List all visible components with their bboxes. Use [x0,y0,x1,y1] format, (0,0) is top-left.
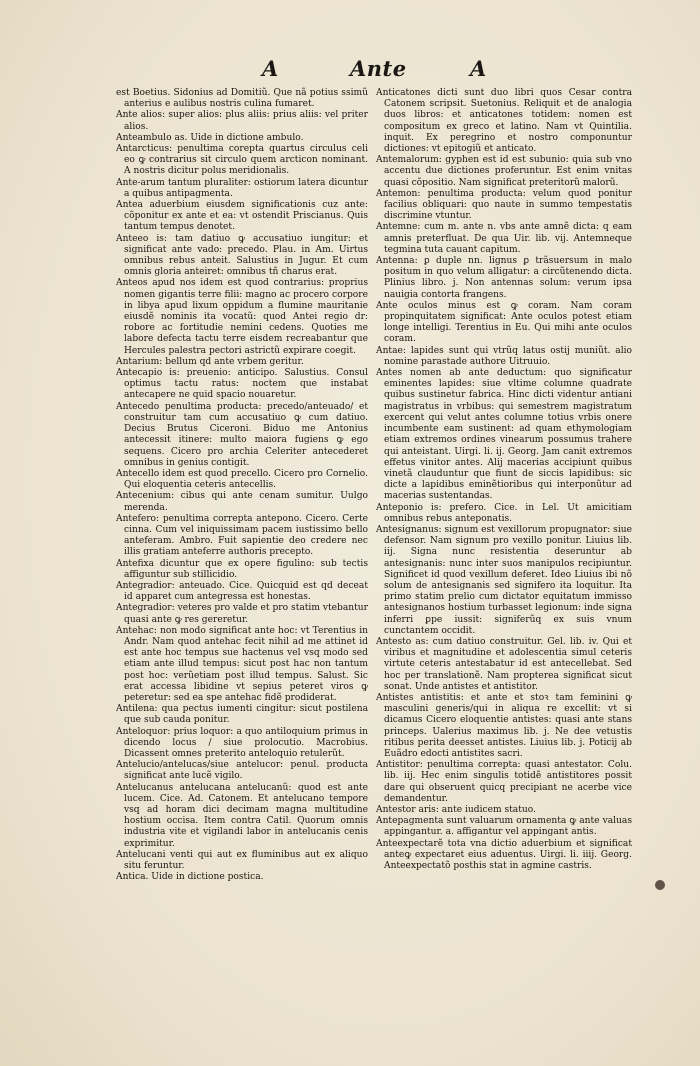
ink-stain [655,880,665,890]
dictionary-entry: est Boetius. Sidonius ad Domitiũ. Que nã potius ssimũ anterius e aulibus nostris culina fumaret. [116,88,368,110]
dictionary-entry: Antae: lapides sunt qui vtrũq latus ostij muniũt. alio nomine parastade authore Uitruuio. [376,345,632,367]
dictionary-entry: Antea aduerbium eiusdem significationis cuz ante: cõponitur ex ante et ea: vt ostendit Priscianus. Quis tantum tempus denotet. [116,200,368,233]
dictionary-entry: Antegradior: anteuado. Cice. Quicquid est qd deceat id apparet cum antegressa est honestas. [116,580,368,603]
dictionary-entry: Antelucanus antelucana antelucanũ: quod est ante lucem. Cice. Ad. Catonem. Et antelucano tempore vsq ad horam dici decimam magna multitudine hostium occisa. Item contra Catil. Quorum omnis industria vite et vigilandi labor in antelucanis cenis exprimitur. [116,782,368,849]
dictionary-entry: Antestor aris: ante iudicem statuo. [376,805,536,815]
dictionary-entry: Ante oculos minus est ꝙ coram. Nam coram propinquitatem significat: Ante oculos potest etiam longe intelligi. Terentius in Eu. Qui mihi ante oculos coram. [376,300,632,345]
dictionary-entry: Antecello idem est quod precello. Cicero pro Cornelio. Qui eloquentia ceteris antecellis. [116,468,368,491]
dictionary-entry: Antica. Uide in dictione postica. [116,872,264,883]
dictionary-entry: Antes nomen ab ante deductum: quo significatur eminentes lapides: siue vltime columne quadrate quibus sustinetur fabrica. Hinc dicti videntur antiani magistratus in vrbibus: qui semestrem magistratum exercent qui velut antes columne totius vrbis onere incumbente eam sustinent: ad quam ethymologiam etiam extremos ordines vinearum possumus trahere qui anteistant. Uirgi. li. ij. Georg. Jam canit extremos effetus vinitor antes. Alij macerias accipiunt quibus vinetã clauduntur que fiunt de siccis lapidibus: sic dicte a lapidibus eminẽtioribus qui interponũtur ad macerias sustentandas. [376,368,632,502]
dictionary-entry: Antarium: bellum qd ante vrbem geritur. [116,356,304,367]
dictionary-entry: Anteos apud nos idem est quod contrarius: proprius nomen gigantis terre filii: magno ac procero corpore in libya apud lixum oppidum a flumine mauritanie eiusdẽ nominis ita vocatũ: quod Antei regio dr: robore ac fortitudie nemini cedens. Quoties me labore defecta tactu terre eisdem recreabantur que Hercules palestra pectori astrictũ expirare coegit. [116,278,368,356]
dictionary-entry: Antecapio is: preuenio: anticipo. Salustius. Consul optimus tactu ratus: noctem que instabat antecapere ne quid spacio nouaretur. [116,368,368,401]
dictionary-entry: Antefixa dicuntur que ex opere figulino: sub tectis affiguntur sub stillicidio. [116,558,368,580]
dictionary-entry: Antelucio/antelucas/siue antelucor: penul. producta significat ante lucẽ vigilo. [116,760,368,782]
dictionary-entry: Anteloquor: prius loquor: a quo antiloquium primus in dicendo locus / siue prolocutio. Macrobius. Dicassent omnes preterito anteloquio retulerũt. [116,726,368,759]
header-letter-right: A [470,56,487,81]
dictionary-entry: Antesignanus: signum est vexillorum propugnator: siue defensor. Nam signum pro vexillo ponitur. Liuius lib. iij. Signa nunc resistentia deseruntur ab antesignanis: nunc inter suos manipulos recipiuntur. Significet id quod vexillum deferet. Ideo Liuius ibi nõ solum de antesignanis sed signifero ita loquitur. Ita primo statim prelio cum dictator equitatum immisso antesignanos hostium turbasset legionum: inde signa inferri ꝑpe iussit: signiferũq ex suis vnum cunctantem occidit. [376,524,632,636]
dictionary-entry: Antemon: penultima producta: velum quod ponitur facilius obliquari: quo naute in summo tempestatis discrimine vtuntur. [376,188,632,222]
header-letter-left: A [262,56,279,81]
dictionary-entry: Antepagmenta sunt valuarum ornamenta ꝙ ante valuas appingantur. a. affigantur vel appingant antis. [376,816,632,838]
dictionary-entry: Anticatones dicti sunt duo libri quos Cesar contra Catonem scripsit. Suetonius. Reliquit et de analogia duos libros: et anticatones totidem: nomen est compositum ex greco et latino. Nam vt Quintilia. inquit. Ex peregrino et nostro componuntur dictiones: vt epitogiũ et anticato. [376,88,632,155]
dictionary-entry: Antecedo penultima producta: precedo/anteuado/ et construitur tam cum accusatiuo ꝙ cum datiuo. Decius Brutus Ciceroni. Biduo me Antonius antecessit itinere: multo maiora fugiens ꝙ ego sequens. Cicero pro archia Celeriter antecederet omnibus in genius contigit. [116,401,368,468]
dictionary-entry: Antelucani venti qui aut ex fluminibus aut ex aliquo situ feruntur. [116,849,368,872]
dictionary-entry: Antemne: cum m. ante n. vbs ante amnẽ dicta: q eam amnis preterfluat. De qua Uir. lib. vij. Antemneque tegmina tuta cauant capitum. [376,222,632,255]
dictionary-entry: Antilena: qua pectus iumenti cingitur: sicut postilena que sub cauda ponitur. [116,704,368,726]
dictionary-entry: Antegradior: veteres pro valde et pro statim vtebantur quasi ante ꝙ res gereretur. [116,603,368,625]
dictionary-entry: Antistes antistitis: et ante et stoꝛ tam feminini ꝙ masculini generis/qui in aliqua re excellit: vt si dicamus Cicero eloquentie antistes: quasi ante stans princeps. Ualerius maximus lib. j. Ne dee vetustis ritibus perita deesset antistes. Liuius lib. j. Poticij ab Euãdro edocti antistites sacri. [376,692,632,759]
running-header [0,56,700,86]
dictionary-entry: Antarcticus: penultima corepta quartus circulus celi eo ꝙ contrarius sit circulo quem arcticon nominant. A nostris dicitur polus meridionalis. [116,144,368,177]
dictionary-entry: Antistitor: penultima correpta: quasi antestator. Colu. lib. iij. Hec enim singulis totidẽ antistitores possit dare qui obseruent quicq precipiant ne acerbe vice demandentur. [376,760,632,804]
dictionary-entry: Ante alios: super alios: plus aliis: prius aliis: vel priter alios. [116,110,368,132]
left-column [116,88,368,883]
dictionary-entry: Antesto as: cum datiuo construitur. Gel. lib. iv. Qui et viribus et magnitudine et adolescentia simul ceteris virtute ceteris antestabatur id est antecellebat. Sed hoc per translationẽ. Nam propterea significat sicut sonat. Unde antistes et antistitor. [376,636,632,692]
dictionary-entry: Antehac: non modo significat ante hoc: vt Terentius in Andr. Nam quod antehac fecit nihil ad me attinet id est ante hoc tempus sue hactenus vel vsq modo sed etiam ante illud tempus: sicut post hac non tantum post hoc: verũetiam post illud tempus. Salust. Sic erat accessa libidine vt sepius peteret viros ꝙ peteretur: sed ea spe antehac fidẽ prodiderat. [116,625,368,703]
dictionary-entry: Antefero: penultima correpta antepono. Cicero. Certe cinna. Cum vel iniquissimam pacem iustissimo bello anteferam. Ambro. Fuit sapientie deo credere nec illis gratiam anteferre authoris precepto. [116,513,368,558]
dictionary-entry: Antecenium: cibus qui ante cenam sumitur. Uulgo merenda. [116,491,368,513]
dictionary-entry: Antemalorum: gyphen est id est subunio: quia sub vno accentu due dictiones proferuntur. Est enim vnitas quasi cõpositio. Nam significat preteritorũ malorũ. [376,155,632,188]
dictionary-entry: Anteexpectarẽ tota vna dictio aduerbium et significat anteꝙ expectaret eius aduentus. Uirgi. li. iiij. Georg. Anteexpectatõ posthis stat in agmine castris. [376,838,632,872]
dictionary-entry: Anteponio is: prefero. Cice. in Lel. Ut amicitiam omnibus rebus anteponatis. [376,502,632,524]
dictionary-entry: Anteeo is: tam datiuo ꝙ accusatiuo iungitur: et significat ante vado: precedo. Plau. in Am. Uirtus omnibus rebus anteit. Salustius in Jugur. Et cum omnis gloria anteiret: omnibus tñ charus erat. [116,233,368,278]
dictionary-entry: Anteambulo as. Uide in dictione ambulo. [116,132,304,143]
right-column [376,88,632,872]
dictionary-entry: Ante-arum tantum pluraliter: ostiorum latera dicuntur a quibus antipagmenta. [116,177,368,199]
header-title: Ante [350,56,407,81]
dictionary-entry: Antenna: ꝑ duple nn. lignus ꝑ trãsuersum in malo positum in quo velum alligatur: a circũtenendo dicta. Plinius libro. j. Non antennas solum: verum ipsa nauigia contorta frangens. [376,256,632,300]
